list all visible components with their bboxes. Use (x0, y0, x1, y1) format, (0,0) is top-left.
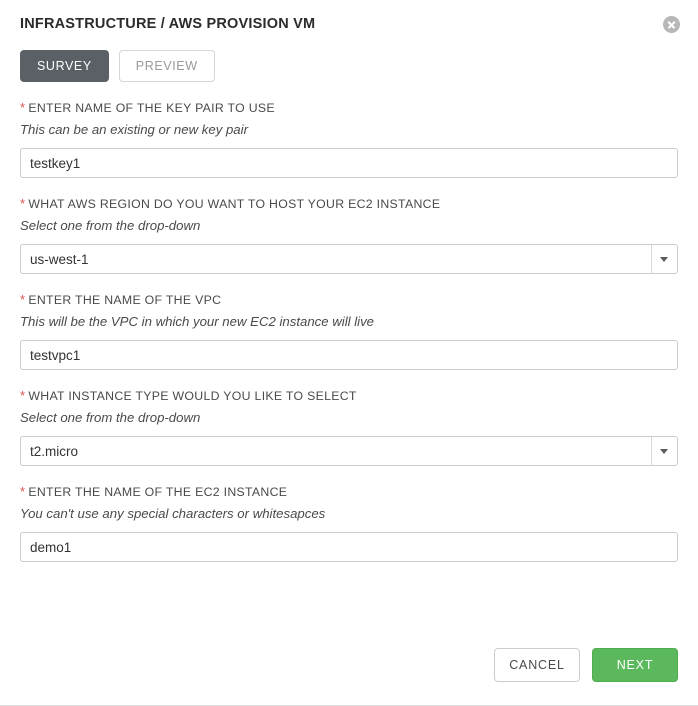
required-indicator: * (20, 388, 26, 403)
field-instance-type-help: Select one from the drop-down (20, 410, 201, 425)
required-indicator: * (20, 484, 26, 499)
field-aws-region-label-text: WHAT AWS REGION DO YOU WANT TO HOST YOUR EC2 INSTANCE (28, 197, 441, 211)
page-title: INFRASTRUCTURE / AWS PROVISION VM (20, 16, 316, 32)
aws-region-select[interactable]: us-west-1 (20, 244, 678, 274)
tab-bar (0, 32, 698, 82)
select-divider (651, 245, 652, 273)
field-key-pair-help: This can be an existing or new key pair (20, 122, 248, 137)
close-icon[interactable] (663, 16, 680, 33)
field-ec2-instance-name-label (20, 484, 678, 499)
key-pair-input[interactable] (20, 148, 678, 178)
field-instance-type-label (20, 388, 678, 403)
field-vpc-name (20, 292, 678, 370)
select-divider (651, 437, 652, 465)
field-ec2-instance-name-label-text: ENTER THE NAME OF THE EC2 INSTANCE (28, 485, 288, 499)
field-aws-region-label (20, 196, 678, 211)
instance-type-select[interactable]: t2.micro (20, 436, 678, 466)
field-key-pair (20, 100, 678, 178)
tab-preview[interactable]: PREVIEW (119, 50, 215, 82)
dialog-footer (0, 648, 698, 682)
field-ec2-instance-name (20, 484, 678, 562)
tab-survey[interactable]: SURVEY (20, 50, 109, 82)
instance-type-select-wrap[interactable] (20, 436, 678, 466)
required-indicator: * (20, 292, 26, 307)
field-instance-type (20, 388, 678, 466)
field-instance-type-label-text: WHAT INSTANCE TYPE WOULD YOU LIKE TO SELECT (28, 389, 357, 403)
next-button[interactable]: NEXT (592, 648, 678, 682)
survey-form (0, 82, 698, 562)
field-aws-region (20, 196, 678, 274)
field-vpc-name-help: This will be the VPC in which your new EC2 instance will live (20, 314, 375, 329)
required-indicator: * (20, 196, 26, 211)
field-ec2-instance-name-help: You can't use any special characters or whitesapces (20, 506, 326, 521)
aws-region-select-wrap[interactable] (20, 244, 678, 274)
cancel-button[interactable]: CANCEL (494, 648, 580, 682)
field-key-pair-label-text: ENTER NAME OF THE KEY PAIR TO USE (28, 101, 275, 115)
vpc-name-input[interactable] (20, 340, 678, 370)
field-vpc-name-label (20, 292, 678, 307)
required-indicator: * (20, 100, 26, 115)
field-vpc-name-label-text: ENTER THE NAME OF THE VPC (28, 293, 222, 307)
ec2-instance-name-input[interactable] (20, 532, 678, 562)
field-aws-region-help: Select one from the drop-down (20, 218, 201, 233)
dialog-header (0, 0, 698, 32)
field-key-pair-label (20, 100, 678, 115)
